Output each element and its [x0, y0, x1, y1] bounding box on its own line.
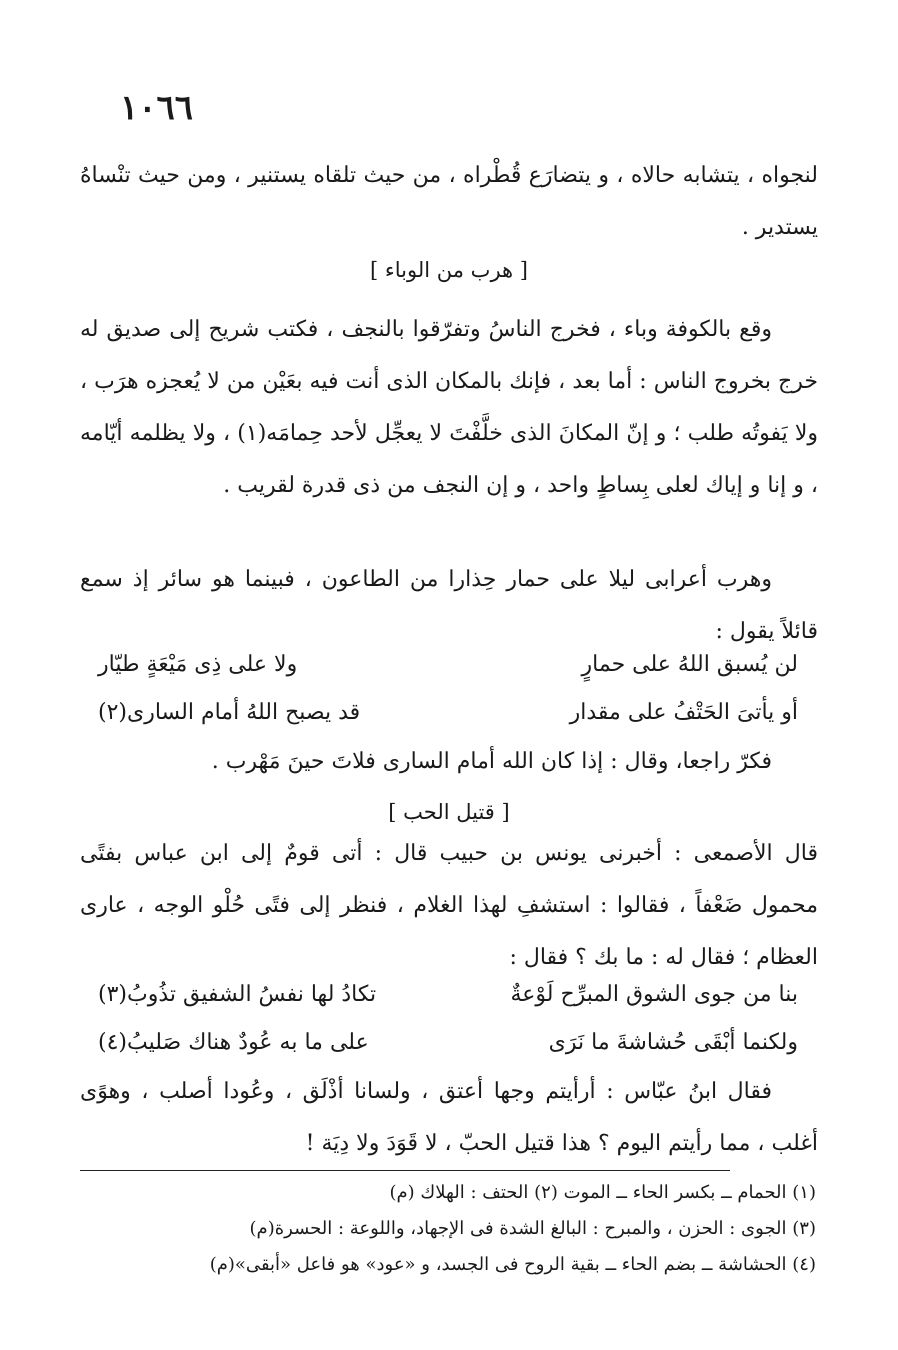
verse-hemistich-left: على ما به عُودٌ هناك صَليبُ(٤) — [98, 1030, 369, 1055]
verse-hemistich-left: قد يصبح اللهُ أمام السارى(٢) — [98, 700, 361, 725]
verse-line — [98, 652, 798, 677]
footnote-divider — [80, 1170, 730, 1171]
paragraph-return: فكرّ راجعا، وقال : إذا كان الله أمام السارى فلاتَ حينَ مَهْرب . — [211, 749, 772, 774]
footnote-line: (٤) الحشاشة ــ بضم الحاء ــ بقية الروح فى الجسد، و «عود» هو فاعل «أبقى»(م) — [209, 1254, 816, 1275]
paragraph-shurayh-letter: وقع بالكوفة وباء ، فخرج الناسُ وتفرّقوا بالنجف ، فكتب شريح إلى صديق له خرج بخروج الناس : أما بعد ، فإنك بالمكان الذى أنت فيه بعَيْن من لا يُعجزه هرَب ، ولا يَفوتُه طلب ؛ و إنّ المكانَ الذى خلَّفْتَ لا يعجِّل لأحد حِمامَه(١) ، ولا يظلمه أيّامه ، و إنا و إياك لعلى بِساطٍ واحد ، و إن النجف من ذى قدرة لقريب . — [80, 317, 818, 498]
paragraph-ibn-abbas-verdict: فقال ابنُ عبّاس : أرأيتم وجها أعتق ، ولسانا أذْلَق ، وعُودا أصلب ، وهوًى أغلب ، مما رأيتم اليوم ؟ هذا قتيل الحبّ ، لا قَوَدَ ولا دِيَة ! — [80, 1079, 818, 1156]
section-heading-love-victim: [ قتيل الحب ] — [388, 800, 510, 824]
verse-line — [98, 1030, 798, 1055]
verse-hemistich-right: بنا من جوى الشوق المبرِّح لَوْعةٌ — [510, 982, 798, 1007]
verse-hemistich-right: أو يأتىَ الحَتْفُ على مقدار — [569, 700, 798, 725]
footnote-line: (١) الحمام ــ بكسر الحاء ــ الموت (٢) الحتف : الهلاك (م) — [389, 1182, 816, 1203]
paragraph-bedouin-flight: وهرب أعرابى ليلا على حمار حِذارا من الطاعون ، فبينما هو سائر إذ سمع قائلاً يقول : — [80, 567, 818, 644]
intro-paragraph: لنجواه ، يتشابه حالاه ، و يتضارَع قُطْراه ، من حيث تلقاه يستنير ، ومن حيث تنْساهُ يستدير . — [80, 163, 818, 240]
verse-line — [98, 982, 798, 1007]
page-number: ١٠٦٦ — [120, 88, 194, 128]
footnote-line: (٣) الجوى : الحزن ، والمبرح : البالغ الشدة فى الإجهاد، واللوعة : الحسرة(م) — [249, 1218, 816, 1239]
section-heading-plague-flight: [ هرب من الوباء ] — [370, 258, 528, 282]
verse-line — [98, 700, 798, 725]
verse-hemistich-left: تكادُ لها نفسُ الشفيق تذُوبُ(٣) — [98, 982, 377, 1007]
verse-hemistich-right: ولكنما أبْقَى حُشاشةَ ما نَرَى — [548, 1030, 798, 1055]
verse-hemistich-left: ولا على ذِى مَيْعَةٍ طيّار — [98, 652, 298, 677]
verse-hemistich-right: لن يُسبق اللهُ على حمارٍ — [581, 652, 798, 677]
paragraph-asmai-report: قال الأصمعى : أخبرنى يونس بن حبيب قال : أتى قومٌ إلى ابن عباس بفتًى محمول ضَعْفاً ، فقالوا : استشفِ لهذا الغلام ، فنظر إلى فتًى حُلْو الوجه ، عارى العظام ؛ فقال له : ما بك ؟ فقال : — [80, 841, 818, 970]
